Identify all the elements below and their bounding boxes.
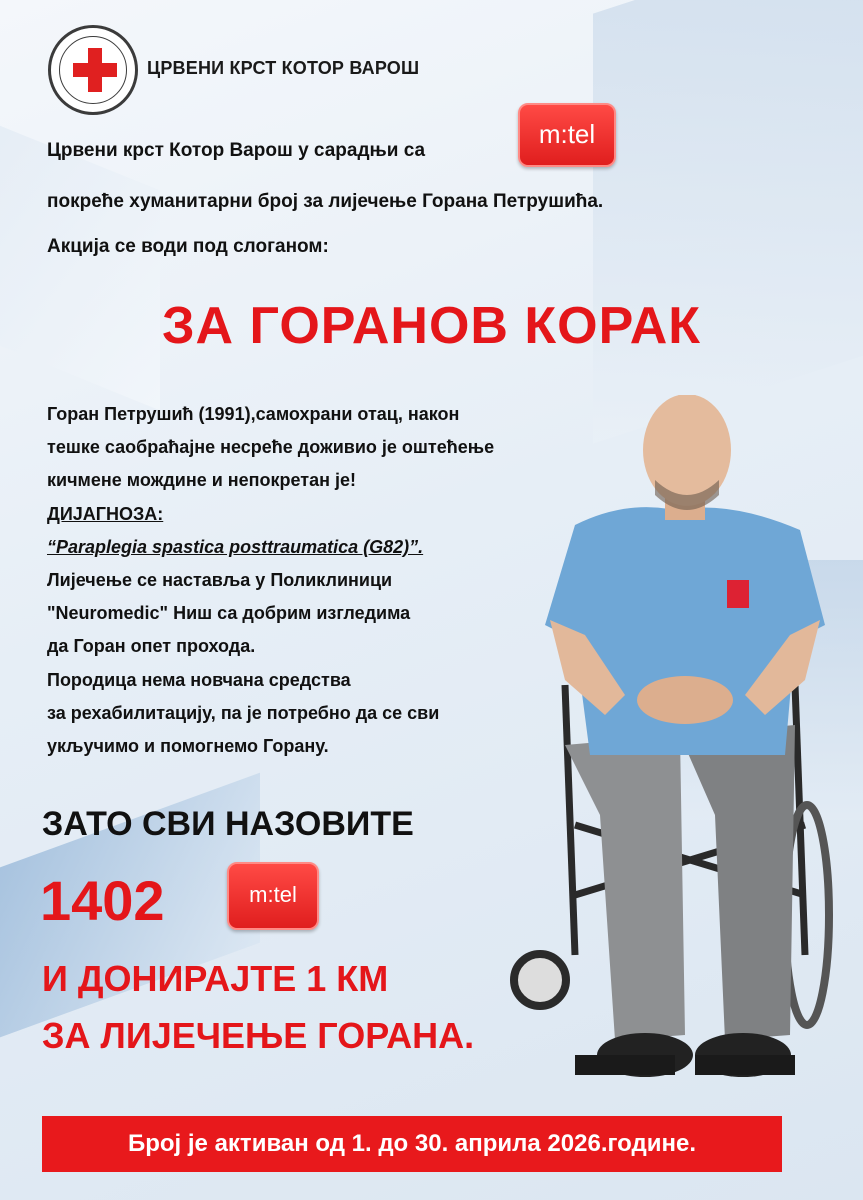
shirt-badge (727, 580, 749, 608)
call-line-3: ЗА ЛИЈЕЧЕЊЕ ГОРАНА. (42, 1015, 475, 1056)
mtel-logo: m:tel (518, 103, 616, 167)
story-line: за рехабилитацију, па је потребно да се сви (47, 703, 440, 723)
story-line: Горан Петрушић (1991),самохрани отац, након (47, 404, 460, 424)
diagnosis-label: ДИЈАГНОЗА: (47, 504, 164, 524)
photo-man-in-wheelchair (505, 395, 850, 1115)
story-line: кичмене мождине и непокретан је! (47, 470, 357, 490)
slogan-headline: ЗА ГОРАНОВ КОРАК (161, 297, 702, 355)
story-line: тешке саобраћајне несреће доживио је оштећење (47, 437, 495, 457)
call-line-1: ЗАТО СВИ НАЗОВИТЕ (42, 805, 414, 843)
red-cross-icon-bar (73, 63, 117, 77)
org-name: ЦРВЕНИ КРСТ КОТОР ВАРОШ (147, 58, 420, 78)
left-leg (565, 735, 685, 1040)
footrest (575, 1055, 675, 1075)
story-line: "Neuromedic" Ниш са добрим изгледима (47, 603, 411, 623)
donation-number: 1402 (40, 869, 165, 932)
diagnosis-text: “Paraplegia spastica posttraumatica (G82)”. (47, 537, 424, 557)
story-line: укључимо и помогнемо Горану. (47, 736, 329, 756)
bg-shape (593, 0, 863, 444)
active-period-banner: Број је активан од 1. до 30. априла 2026.године. (42, 1116, 782, 1172)
mtel-logo-2: m:tel (227, 862, 319, 930)
clasped-hands (637, 676, 733, 724)
story-line: да Горан опет прохода. (47, 636, 256, 656)
call-line-2: И ДОНИРАЈТЕ 1 КМ (42, 958, 389, 999)
intro-line-1: Црвени крст Котор Варош у сарадњи са (47, 140, 426, 161)
intro-line-3: Акција се води под слоганом: (47, 236, 329, 257)
right-leg (680, 725, 795, 1040)
story-line: Лијечење се наставља у Поликлиници (47, 570, 393, 590)
wheel-front (514, 954, 566, 1006)
footrest (695, 1055, 795, 1075)
intro-line-2: покреће хуманитарни број за лијечење Горана Петрушића. (47, 191, 604, 212)
red-cross-logo (48, 25, 138, 115)
story-line: Породица нема новчана средства (47, 670, 351, 690)
